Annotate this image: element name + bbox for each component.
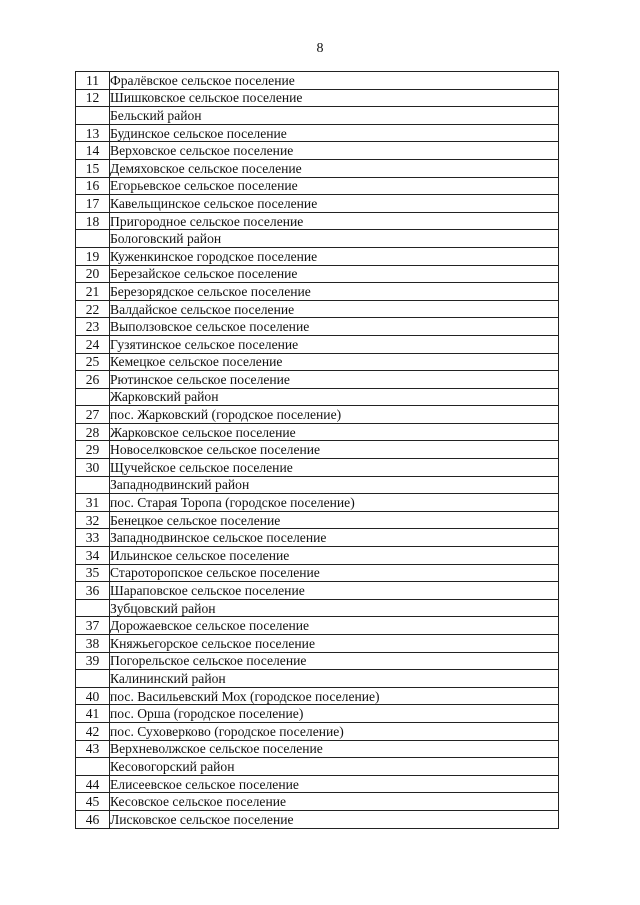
row-number: 37	[76, 617, 110, 635]
row-number	[76, 388, 110, 406]
settlement-name: Куженкинское городское поселение	[110, 247, 559, 265]
table-row	[76, 335, 559, 353]
table-row	[76, 353, 559, 371]
page-number: 8	[316, 41, 324, 56]
district-name: Зубцовский район	[110, 599, 559, 617]
row-number: 27	[76, 406, 110, 424]
table-row	[76, 652, 559, 670]
settlement-name: Гузятинское сельское поселение	[110, 335, 559, 353]
settlement-name: Жарковское сельское поселение	[110, 423, 559, 441]
district-name: Кесовогорский район	[110, 758, 559, 776]
table-row	[76, 564, 559, 582]
table-row	[76, 793, 559, 811]
district-header-row	[76, 230, 559, 248]
row-number: 28	[76, 423, 110, 441]
row-number: 23	[76, 318, 110, 336]
row-number: 38	[76, 635, 110, 653]
settlement-name: Шараповское сельское поселение	[110, 582, 559, 600]
table-row	[76, 722, 559, 740]
district-name: Калининский район	[110, 670, 559, 688]
table-row	[76, 705, 559, 723]
table-body	[76, 72, 559, 829]
settlement-name: Березорядское сельское поселение	[110, 283, 559, 301]
table-row	[76, 810, 559, 828]
row-number: 18	[76, 212, 110, 230]
table-row	[76, 142, 559, 160]
settlement-name: Шишковское сельское поселение	[110, 89, 559, 107]
district-name: Западнодвинский район	[110, 476, 559, 494]
settlement-name: Верховское сельское поселение	[110, 142, 559, 160]
row-number: 31	[76, 494, 110, 512]
row-number: 24	[76, 335, 110, 353]
table-row	[76, 459, 559, 477]
district-header-row	[76, 758, 559, 776]
row-number	[76, 599, 110, 617]
row-number: 29	[76, 441, 110, 459]
row-number: 42	[76, 722, 110, 740]
district-name: Бологовский район	[110, 230, 559, 248]
settlement-name: Княжьегорское сельское поселение	[110, 635, 559, 653]
settlement-name: Староторопское сельское поселение	[110, 564, 559, 582]
row-number	[76, 670, 110, 688]
district-header-row	[76, 388, 559, 406]
settlement-name: пос. Жарковский (городское поселение)	[110, 406, 559, 424]
row-number: 44	[76, 775, 110, 793]
table-row	[76, 124, 559, 142]
row-number: 43	[76, 740, 110, 758]
table-row	[76, 441, 559, 459]
table-row	[76, 775, 559, 793]
table-row	[76, 406, 559, 424]
row-number: 34	[76, 547, 110, 565]
row-number: 30	[76, 459, 110, 477]
settlement-name: Дорожаевское сельское поселение	[110, 617, 559, 635]
table-row	[76, 212, 559, 230]
row-number	[76, 107, 110, 125]
table-row	[76, 529, 559, 547]
row-number: 11	[76, 72, 110, 90]
table-row	[76, 159, 559, 177]
settlement-name: пос. Суховерково (городское поселение)	[110, 722, 559, 740]
settlement-name: Будинское сельское поселение	[110, 124, 559, 142]
table-row	[76, 547, 559, 565]
row-number: 19	[76, 247, 110, 265]
district-name: Жарковский район	[110, 388, 559, 406]
row-number: 21	[76, 283, 110, 301]
district-name: Бельский район	[110, 107, 559, 125]
settlement-name: Лисковское сельское поселение	[110, 810, 559, 828]
row-number: 14	[76, 142, 110, 160]
table-row	[76, 423, 559, 441]
row-number: 36	[76, 582, 110, 600]
settlement-name: Верхневолжское сельское поселение	[110, 740, 559, 758]
row-number: 17	[76, 195, 110, 213]
row-number: 32	[76, 511, 110, 529]
row-number: 20	[76, 265, 110, 283]
row-number: 25	[76, 353, 110, 371]
row-number: 33	[76, 529, 110, 547]
settlement-name: пос. Старая Торопа (городское поселение)	[110, 494, 559, 512]
settlement-name: Новоселковское сельское поселение	[110, 441, 559, 459]
table-row	[76, 72, 559, 90]
settlement-name: Ильинское сельское поселение	[110, 547, 559, 565]
table-row	[76, 740, 559, 758]
settlement-name: Валдайское сельское поселение	[110, 300, 559, 318]
settlement-name: Пригородное сельское поселение	[110, 212, 559, 230]
settlement-name: Кесовское сельское поселение	[110, 793, 559, 811]
table-row	[76, 582, 559, 600]
settlement-name: Егорьевское сельское поселение	[110, 177, 559, 195]
settlement-name: пос. Васильевский Мох (городское поселение)	[110, 687, 559, 705]
row-number	[76, 758, 110, 776]
table-row	[76, 318, 559, 336]
row-number: 35	[76, 564, 110, 582]
table-row	[76, 635, 559, 653]
row-number	[76, 230, 110, 248]
table-row	[76, 283, 559, 301]
district-header-row	[76, 107, 559, 125]
settlement-name: Погорельское сельское поселение	[110, 652, 559, 670]
table-row	[76, 371, 559, 389]
settlements-table	[75, 71, 559, 829]
settlement-name: Выползовское сельское поселение	[110, 318, 559, 336]
settlement-name: Демяховское сельское поселение	[110, 159, 559, 177]
row-number: 13	[76, 124, 110, 142]
table-row	[76, 177, 559, 195]
table-row	[76, 494, 559, 512]
row-number: 22	[76, 300, 110, 318]
row-number: 12	[76, 89, 110, 107]
settlement-name: Кавельщинское сельское поселение	[110, 195, 559, 213]
row-number: 26	[76, 371, 110, 389]
district-header-row	[76, 599, 559, 617]
row-number: 16	[76, 177, 110, 195]
settlement-name: Щучейское сельское поселение	[110, 459, 559, 477]
row-number: 39	[76, 652, 110, 670]
settlement-name: Западнодвинское сельское поселение	[110, 529, 559, 547]
table-row	[76, 247, 559, 265]
table-row	[76, 511, 559, 529]
table-row	[76, 89, 559, 107]
district-header-row	[76, 476, 559, 494]
table-row	[76, 687, 559, 705]
settlement-name: Бенецкое сельское поселение	[110, 511, 559, 529]
settlement-name: Елисеевское сельское поселение	[110, 775, 559, 793]
row-number: 45	[76, 793, 110, 811]
row-number: 15	[76, 159, 110, 177]
district-header-row	[76, 670, 559, 688]
table-row	[76, 300, 559, 318]
row-number: 46	[76, 810, 110, 828]
settlement-name: Рютинское сельское поселение	[110, 371, 559, 389]
table-row	[76, 617, 559, 635]
row-number	[76, 476, 110, 494]
table-row	[76, 265, 559, 283]
table-row	[76, 195, 559, 213]
settlement-name: Фралёвское сельское поселение	[110, 72, 559, 90]
settlement-name: Березайское сельское поселение	[110, 265, 559, 283]
settlement-name: Кемецкое сельское поселение	[110, 353, 559, 371]
row-number: 41	[76, 705, 110, 723]
row-number: 40	[76, 687, 110, 705]
settlement-name: пос. Орша (городское поселение)	[110, 705, 559, 723]
